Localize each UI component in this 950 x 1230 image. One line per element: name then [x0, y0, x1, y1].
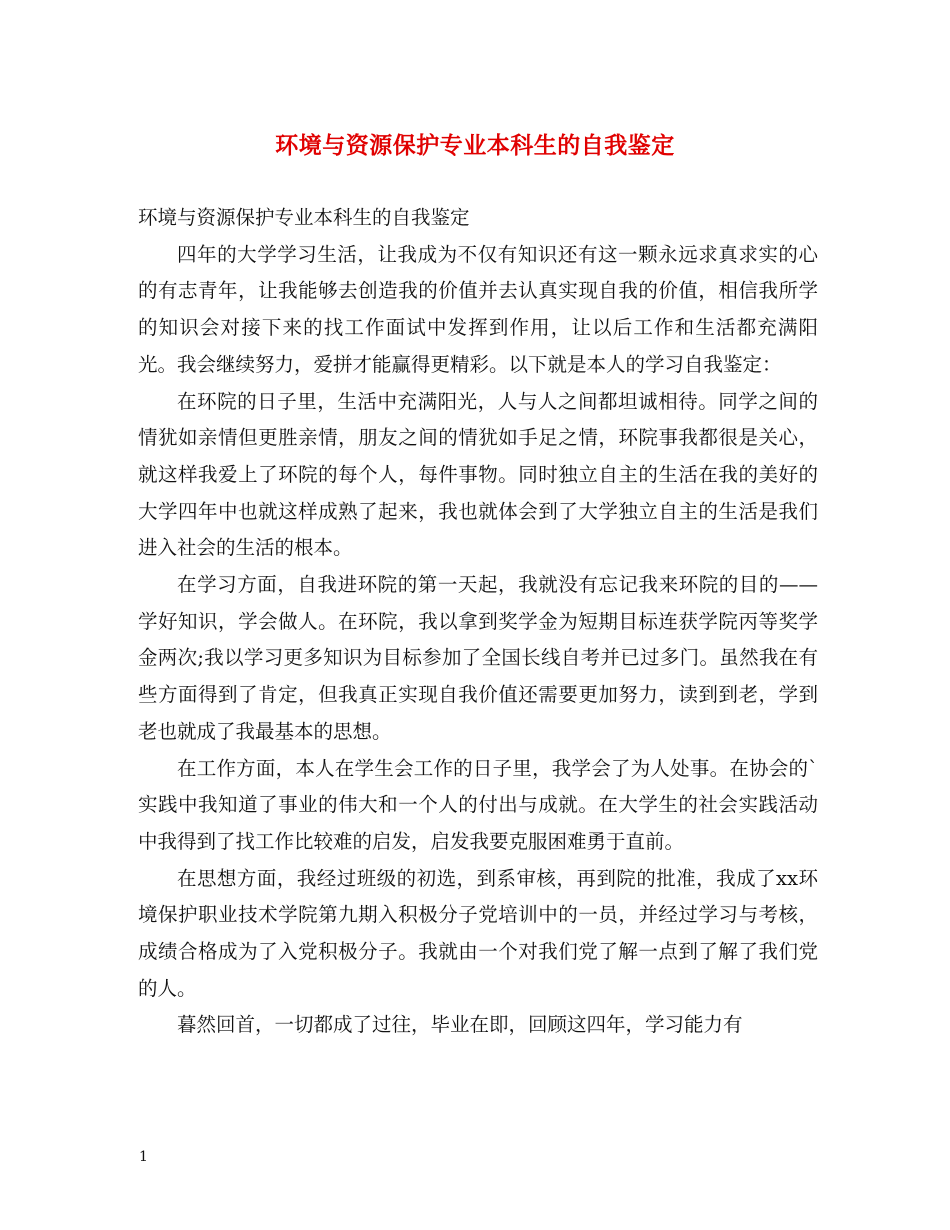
document-body: [138, 200, 818, 1044]
paragraph-intro: 四年的大学学习生活，让我成为不仅有知识还有这一颗永远求真求实的心的有志青年，让我能够去创造我的价值并去认真实现自我的价值，相信我所学的知识会对接下来的找工作面试中发挥到作用，让以后工作和生活都充满阳光。我会继续努力，爱拼才能赢得更精彩。以下就是本人的学习自我鉴定：: [138, 242, 818, 376]
paragraph-work: 在工作方面，本人在学生会工作的日子里，我学会了为人处事。在协会的`实践中我知道了事业的伟大和一个人的付出与成就。在大学生的社会实践活动中我得到了找工作比较难的启发，启发我要克服困难勇于直前。: [138, 756, 818, 853]
paragraph-study: 在学习方面，自我进环院的第一天起，我就没有忘记我来环院的目的——学好知识，学会做人。在环院，我以拿到奖学金为短期目标连获学院丙等奖学金两次;我以学习更多知识为目标参加了全国长线自考并已过多门。虽然我在有些方面得到了肯定，但我真正实现自我价值还需要更加努力，读到到老，学到老也就成了我最基本的思想。: [138, 573, 818, 743]
document-subtitle: 环境与资源保护专业本科生的自我鉴定: [138, 206, 470, 229]
document-title: 环境与资源保护专业本科生的自我鉴定: [275, 132, 675, 159]
paragraph-life: 在环院的日子里，生活中充满阳光，人与人之间都坦诚相待。同学之间的情犹如亲情但更胜亲情，朋友之间的情犹如手足之情，环院事我都很是关心，就这样我爱上了环院的每个人，每件事物。同时独立自主的生活在我的美好的大学四年中也就这样成熟了起来，我也就体会到了大学独立自主的生活是我们进入社会的生活的根本。: [138, 389, 818, 560]
page-number: 1: [139, 1149, 148, 1165]
paragraph-thought: 在思想方面，我经过班级的初选，到系审核，再到院的批准，我成了xx环境保护职业技术学院第九期入积极分子党培训中的一员，并经过学习与考核，成绩合格成为了入党积极分子。我就由一个对我们党了解一点到了解了我们党的人。: [138, 866, 818, 1000]
paragraph-review: 暮然回首，一切都成了过往，毕业在即，回顾这四年，学习能力有: [177, 1013, 743, 1037]
